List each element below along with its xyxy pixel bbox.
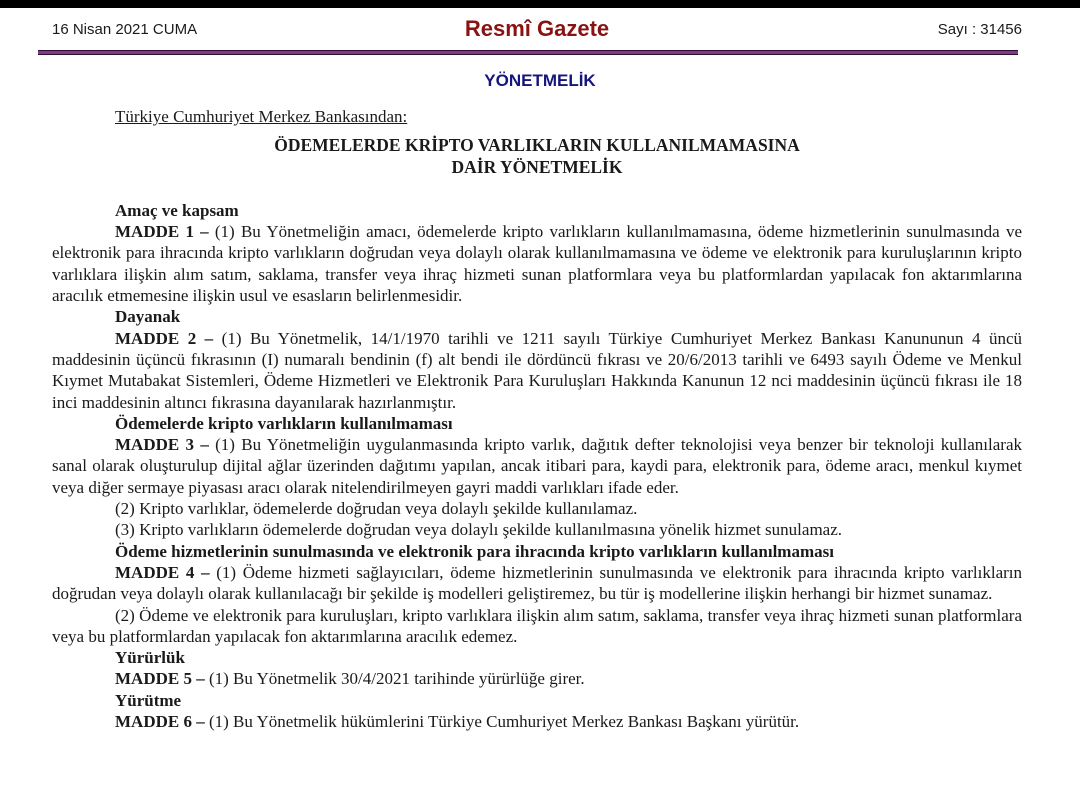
document-title-line2: DAİR YÖNETMELİK [451,156,623,177]
header-rule [38,50,1018,55]
paragraph: MADDE 5 – (1) Bu Yönetmelik 30/4/2021 tarihinde yürürlüğe girer. [115,669,585,689]
document-title [52,135,1022,178]
section-title: Yürütme [115,690,182,710]
paragraph: MADDE 3 – (1) Bu Yönetmeliğin uygulanmasında kripto varlık, dağıtık defter teknolojisi veya benzer bir teknoloji kullanılarak sanal olarak oluşturulup dijital ağlar üzerinden dağıtımı yapılan, ancak itibari para, kaydi para, elektronik para, ödeme aracı, menkul kıymet veya diğer sermaye piyasası aracı olarak nitelendirilmeyen gayri maddi varlıkları ifade eder. [52,435,1022,497]
section-heading: YÖNETMELİK [484,71,596,90]
gazette-title: Resmî Gazete [464,16,610,41]
section-title: Ödemelerde kripto varlıkların kullanılmaması [115,413,453,433]
article-number: MADDE 6 – [115,712,205,732]
article-number: MADDE 5 – [115,669,205,689]
section-title: Ödeme hizmetlerinin sunulmasında ve elektronik para ihracında kripto varlıkların kullanılmaması [115,541,834,561]
article-number: MADDE 2 – [115,328,214,348]
article-number: MADDE 4 – [115,562,210,582]
paragraph: MADDE 2 – (1) Bu Yönetmelik, 14/1/1970 tarihli ve 1211 sayılı Türkiye Cumhuriyet Merkez Bankası Kanununun 4 üncü maddesinin üçüncü fıkrasının (I) numaralı bendinin (f) alt bendi ile dördüncü fıkrası ve 20/6/2013 tarihli ve 6493 sayılı Ödeme ve Menkul Kıymet Mutabakat Sistemleri, Ödeme Hizmetleri ve Elektronik Para Kuruluşları Hakkında Kanunun 12 nci maddesinin üçüncü fıkrası ile 18 inci maddesinin altıncı fıkrasına dayanılarak hazırlanmıştır. [52,328,1022,412]
paragraph: (2) Ödeme ve elektronik para kuruluşları, kripto varlıklara ilişkin alım satım, saklama, transfer veya ihraç hizmeti sunan platformlara veya bu platformlardan yapılacak fon aktarımlarına aracılık edemez. [52,605,1022,646]
top-border-bar [0,0,1080,8]
paragraph: (3) Kripto varlıkların ödemelerde doğrudan veya dolaylı şekilde kullanılmasına yönelik hizmet sunulamaz. [115,520,843,540]
document-body [52,200,1022,732]
article-number: MADDE 3 – [115,435,209,455]
section-title: Yürürlük [115,648,185,668]
section-title: Dayanak [115,307,181,327]
header-issue-number: Sayı : 31456 [937,20,1022,38]
document-title-line1: ÖDEMELERDE KRİPTO VARLIKLARIN KULLANILMAMASINA [274,135,800,156]
gazette-header [0,8,1080,48]
issuing-authority-text: Türkiye Cumhuriyet Merkez Bankasından: [115,107,408,126]
section-title: Amaç ve kapsam [115,200,239,220]
regulation-document [52,106,1022,732]
paragraph: MADDE 4 – (1) Ödeme hizmeti sağlayıcıları, ödeme hizmetlerinin sunulmasında ve elektronik para ihracında kripto varlıkların doğrudan veya dolaylı olarak kullanılacağı bir şekilde iş modelleri geliştiremez, bu tür iş modellerine ilişkin herhangi bir hizmet sunamaz. [52,562,1023,604]
paragraph: MADDE 6 – (1) Bu Yönetmelik hükümlerini Türkiye Cumhuriyet Merkez Bankası Başkanı yürütür. [115,712,800,732]
paragraph: (2) Kripto varlıklar, ödemelerde doğrudan veya dolaylı şekilde kullanılamaz. [115,499,638,519]
header-date: 16 Nisan 2021 CUMA [52,20,198,38]
issuing-authority [52,106,1022,127]
paragraph: MADDE 1 – (1) Bu Yönetmeliğin amacı, ödemelerde kripto varlıkların kullanılmamasına, ödeme hizmetlerinin sunulmasında ve elektronik para ihracında kripto varlıkların doğrudan veya dolaylı olarak kullanılmamasına ve ödeme ve elektronik para kuruluşlarının kripto varlıklara ilişkin alım satım, saklama, transfer veya ihraç hizmeti sunan platformlara veya bu platformlardan yapılacak fon aktarımlarına aracılık etmemesine ilişkin usul ve esasların belirlenmesidir. [52,222,1022,306]
article-number: MADDE 1 – [115,222,209,242]
